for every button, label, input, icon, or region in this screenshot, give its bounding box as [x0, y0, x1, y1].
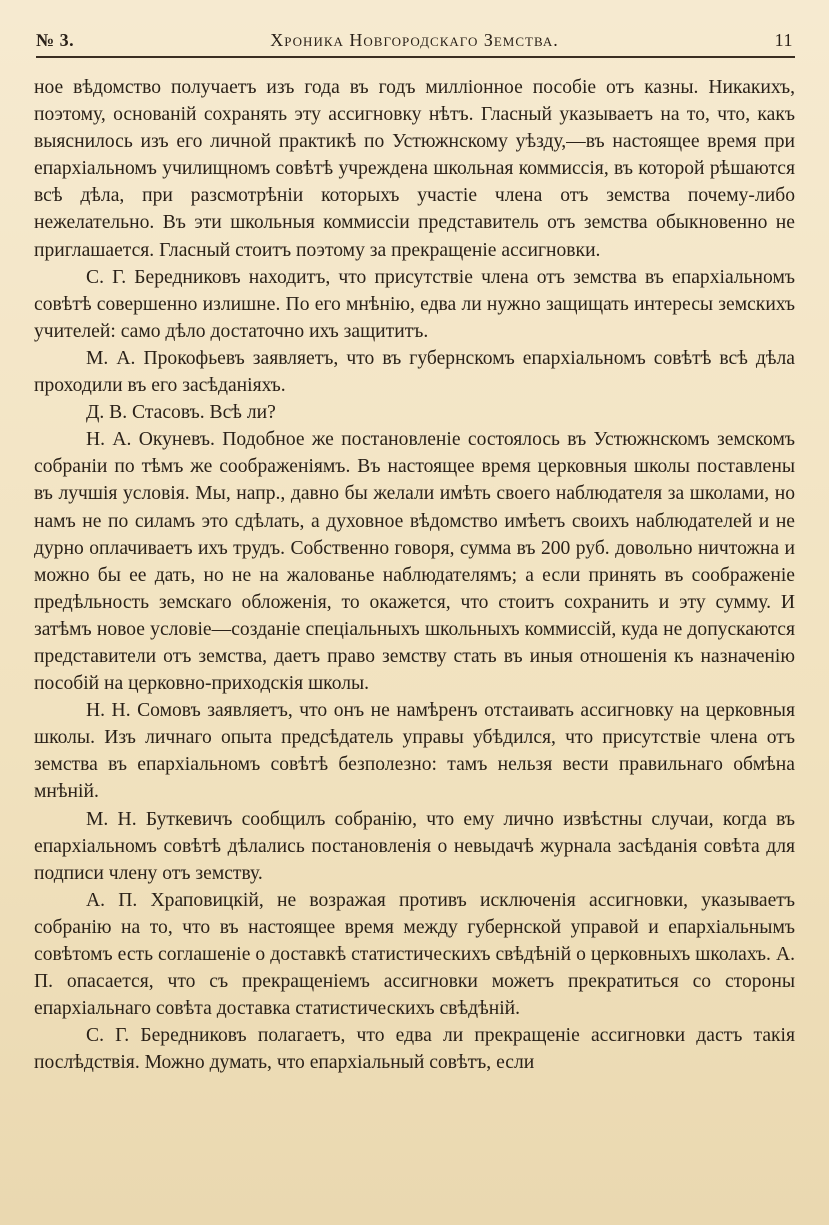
paragraph: ное вѣдомство получаетъ изъ года въ годъ милліонное пособіе отъ казны. Никакихъ, поэтому, основаній сохранять эту ассигновку нѣтъ. Гласный указываетъ на то, что, какъ выяснилось изъ его личной практикѣ по Устюжнскому уѣзду,—въ настоящее время при епархіальномъ училищномъ совѣтѣ учреждена школьная коммиссія, въ которой рѣшаются всѣ дѣла, при разсмотрѣніи которыхъ участіе члена отъ земства почему-либо нежелательно. Въ эти школьныя коммиссіи представитель отъ земства обыкновенно не приглашается. Гласный стоитъ поэтому за прекращеніе ассигновки. — [34, 77, 795, 261]
paragraph: Д. В. Стасовъ. Всѣ ли? — [86, 402, 276, 424]
running-header — [36, 26, 793, 56]
paragraph: А. П. Храповицкій, не возражая противъ исключенія ассигновки, указываетъ собранію на то, что въ настоящее время между губернской управой и епархіальнымъ совѣтомъ есть соглашеніе о доставкѣ статистическихъ свѣдѣній о церковныхъ школахъ. А. П. опасается, что съ прекращеніемъ ассигновки можетъ прекратиться со стороны епархіальнаго совѣта доставка статистическихъ свѣдѣній. — [34, 889, 795, 1020]
journal-title: Хроника Новгородскаго Земства. — [270, 30, 559, 50]
paragraph: Н. А. Окуневъ. Подобное же постановленіе состоялось въ Устюжнскомъ земскомъ собраніи по тѣмъ же соображеніямъ. Въ настоящее время церковныя школы поставлены въ лучшія условія. Мы, напр., давно бы желали имѣть своего наблюдателя за школами, но намъ не по силамъ это сдѣлать, а духовное вѣдомство имѣетъ своихъ наблюдателей и не дурно оплачиваетъ ихъ трудъ. Собственно говоря, сумма въ 200 руб. довольно ничтожна и можно бы ее дать, но не на жалованье наблюдателямъ; а если принять въ соображеніе предѣльность земскаго обложенія, то окажется, что стоитъ сохранить и эту сумму. И затѣмъ новое условіе—созданіе спеціальныхъ школьныхъ коммиссій, куда не допускаются представители отъ земства, даетъ право земству стать въ иныя отношенія къ назначенію пособій на церковно-приходскія школы. — [34, 429, 795, 695]
issue-number: № 3. — [36, 30, 75, 50]
body-text — [34, 74, 795, 1076]
paragraph: М. А. Прокофьевъ заявляетъ, что въ губернскомъ епархіальномъ совѣтѣ всѣ дѣла проходили въ его засѣданіяхъ. — [34, 347, 795, 397]
paragraph: М. Н. Буткевичъ сообщилъ собранію, что ему лично извѣстны случаи, когда въ епархіальномъ совѣтѣ дѣлались постановленія о невыдачѣ журнала засѣданія совѣта для подписи члену отъ земству. — [34, 808, 795, 884]
header-rule — [36, 56, 795, 58]
paragraph: С. Г. Бередниковъ полагаетъ, что едва ли прекращеніе ассигновки дастъ такія послѣдствія. Можно думать, что епархіальный совѣтъ, если — [34, 1025, 795, 1074]
paragraph: С. Г. Бередниковъ находитъ, что присутствіе члена отъ земства въ епархіальномъ совѣтѣ совершенно излишне. По его мнѣнію, едва ли нужно защищать интересы земскихъ учителей: само дѣло достаточно ихъ защититъ. — [34, 266, 795, 342]
page-number: 11 — [774, 30, 793, 50]
paragraph: Н. Н. Сомовъ заявляетъ, что онъ не намѣренъ отстаивать ассигновку на церковныя школы. Изъ личнаго опыта предсѣдатель управы убѣдился, что присутствіе члена отъ земства въ епархіальномъ совѣтѣ безполезно: тамъ нельзя вести правильнаго обмѣна мнѣній. — [34, 700, 795, 803]
